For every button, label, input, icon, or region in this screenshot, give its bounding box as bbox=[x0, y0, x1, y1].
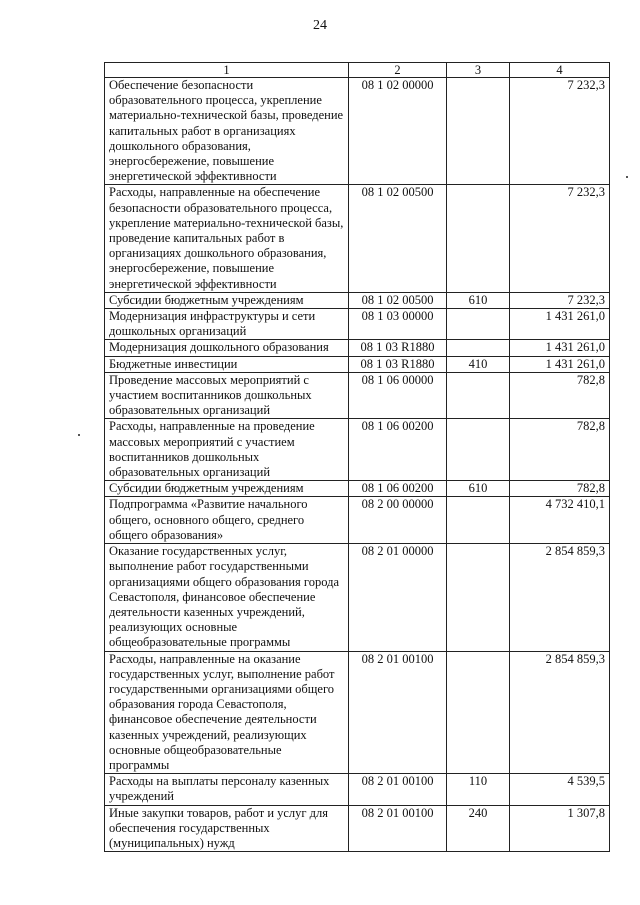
table-row bbox=[105, 497, 610, 544]
row-code: 08 1 02 00000 bbox=[349, 78, 447, 185]
row-name: Субсидии бюджетным учреждениям bbox=[105, 481, 349, 497]
row-expense-type: 610 bbox=[447, 481, 510, 497]
row-expense-type: 410 bbox=[447, 356, 510, 372]
scan-speck bbox=[78, 434, 80, 436]
header-cell-sum: 4 bbox=[510, 63, 610, 78]
row-name: Субсидии бюджетным учреждениям bbox=[105, 292, 349, 308]
row-code: 08 1 02 00500 bbox=[349, 185, 447, 292]
row-sum: 4 732 410,1 bbox=[510, 497, 610, 544]
row-name: Проведение массовых мероприятий с участием воспитанников дошкольных образовательных организаций bbox=[105, 372, 349, 419]
table-row bbox=[105, 356, 610, 372]
row-name: Модернизация инфраструктуры и сети дошкольных организаций bbox=[105, 309, 349, 340]
row-sum: 1 431 261,0 bbox=[510, 309, 610, 340]
table-row bbox=[105, 340, 610, 356]
row-expense-type bbox=[447, 651, 510, 774]
row-sum: 7 232,3 bbox=[510, 292, 610, 308]
header-cell-type: 3 bbox=[447, 63, 510, 78]
row-expense-type: 110 bbox=[447, 774, 510, 805]
row-code: 08 1 03 R1880 bbox=[349, 340, 447, 356]
row-name: Модернизация дошкольного образования bbox=[105, 340, 349, 356]
row-expense-type bbox=[447, 419, 510, 481]
table-row bbox=[105, 185, 610, 292]
row-code: 08 2 01 00100 bbox=[349, 805, 447, 852]
row-sum: 782,8 bbox=[510, 481, 610, 497]
row-name: Иные закупки товаров, работ и услуг для обеспечения государственных (муниципальных) нужд bbox=[105, 805, 349, 852]
table-row bbox=[105, 481, 610, 497]
row-code: 08 1 06 00200 bbox=[349, 481, 447, 497]
row-sum: 1 431 261,0 bbox=[510, 356, 610, 372]
table-row bbox=[105, 419, 610, 481]
row-name: Подпрограмма «Развитие начального общего, основного общего, среднего общего образования» bbox=[105, 497, 349, 544]
row-name: Обеспечение безопасности образовательного процесса, укрепление материально-технической базы, проведение капитальных работ в организациях дошкольного образования, энергосбережение, повышение энергетической эффективности bbox=[105, 78, 349, 185]
table-row bbox=[105, 805, 610, 852]
row-code: 08 2 01 00000 bbox=[349, 544, 447, 651]
row-sum: 7 232,3 bbox=[510, 78, 610, 185]
row-code: 08 2 01 00100 bbox=[349, 651, 447, 774]
row-code: 08 1 03 R1880 bbox=[349, 356, 447, 372]
row-code: 08 1 06 00200 bbox=[349, 419, 447, 481]
row-code: 08 2 01 00100 bbox=[349, 774, 447, 805]
table-row bbox=[105, 651, 610, 774]
table-row bbox=[105, 78, 610, 185]
table-row bbox=[105, 774, 610, 805]
row-sum: 4 539,5 bbox=[510, 774, 610, 805]
row-expense-type bbox=[447, 544, 510, 651]
table-row bbox=[105, 544, 610, 651]
table-row bbox=[105, 372, 610, 419]
row-expense-type: 610 bbox=[447, 292, 510, 308]
row-name: Расходы, направленные на проведение массовых мероприятий с участием воспитанников дошкольных образовательных организаций bbox=[105, 419, 349, 481]
header-cell-code: 2 bbox=[349, 63, 447, 78]
row-expense-type bbox=[447, 309, 510, 340]
row-sum: 7 232,3 bbox=[510, 185, 610, 292]
row-sum: 782,8 bbox=[510, 372, 610, 419]
page-number: 24 bbox=[313, 18, 327, 33]
header-cell-name: 1 bbox=[105, 63, 349, 78]
row-sum: 782,8 bbox=[510, 419, 610, 481]
row-expense-type bbox=[447, 372, 510, 419]
row-name: Расходы, направленные на обеспечение безопасности образовательного процесса, укрепление материально-технической базы, проведение капитальных работ в организациях дошкольного образования, энергосбережение, повышение энергетической эффективности bbox=[105, 185, 349, 292]
row-sum: 2 854 859,3 bbox=[510, 651, 610, 774]
row-code: 08 1 03 00000 bbox=[349, 309, 447, 340]
budget-table bbox=[104, 62, 610, 852]
row-name: Расходы, направленные на оказание государственных услуг, выполнение работ государственными организациями общего образования города Севастополя, финансовое обеспечение деятельности казенных учреждений, реализующих основные общеобразовательные программы bbox=[105, 651, 349, 774]
row-expense-type bbox=[447, 497, 510, 544]
row-sum: 1 307,8 bbox=[510, 805, 610, 852]
scan-speck bbox=[626, 176, 628, 178]
row-sum: 1 431 261,0 bbox=[510, 340, 610, 356]
row-expense-type bbox=[447, 185, 510, 292]
row-code: 08 1 06 00000 bbox=[349, 372, 447, 419]
row-sum: 2 854 859,3 bbox=[510, 544, 610, 651]
row-expense-type bbox=[447, 78, 510, 185]
row-expense-type: 240 bbox=[447, 805, 510, 852]
row-name: Оказание государственных услуг, выполнение работ государственными организациями общего образования города Севастополя, финансовое обеспечение деятельности казенных учреждений, реализующих основные общеобразовательные программы bbox=[105, 544, 349, 651]
table-row bbox=[105, 309, 610, 340]
table-row bbox=[105, 292, 610, 308]
row-name: Бюджетные инвестиции bbox=[105, 356, 349, 372]
header-row bbox=[105, 63, 610, 78]
row-name: Расходы на выплаты персоналу казенных учреждений bbox=[105, 774, 349, 805]
row-code: 08 2 00 00000 bbox=[349, 497, 447, 544]
row-code: 08 1 02 00500 bbox=[349, 292, 447, 308]
row-expense-type bbox=[447, 340, 510, 356]
